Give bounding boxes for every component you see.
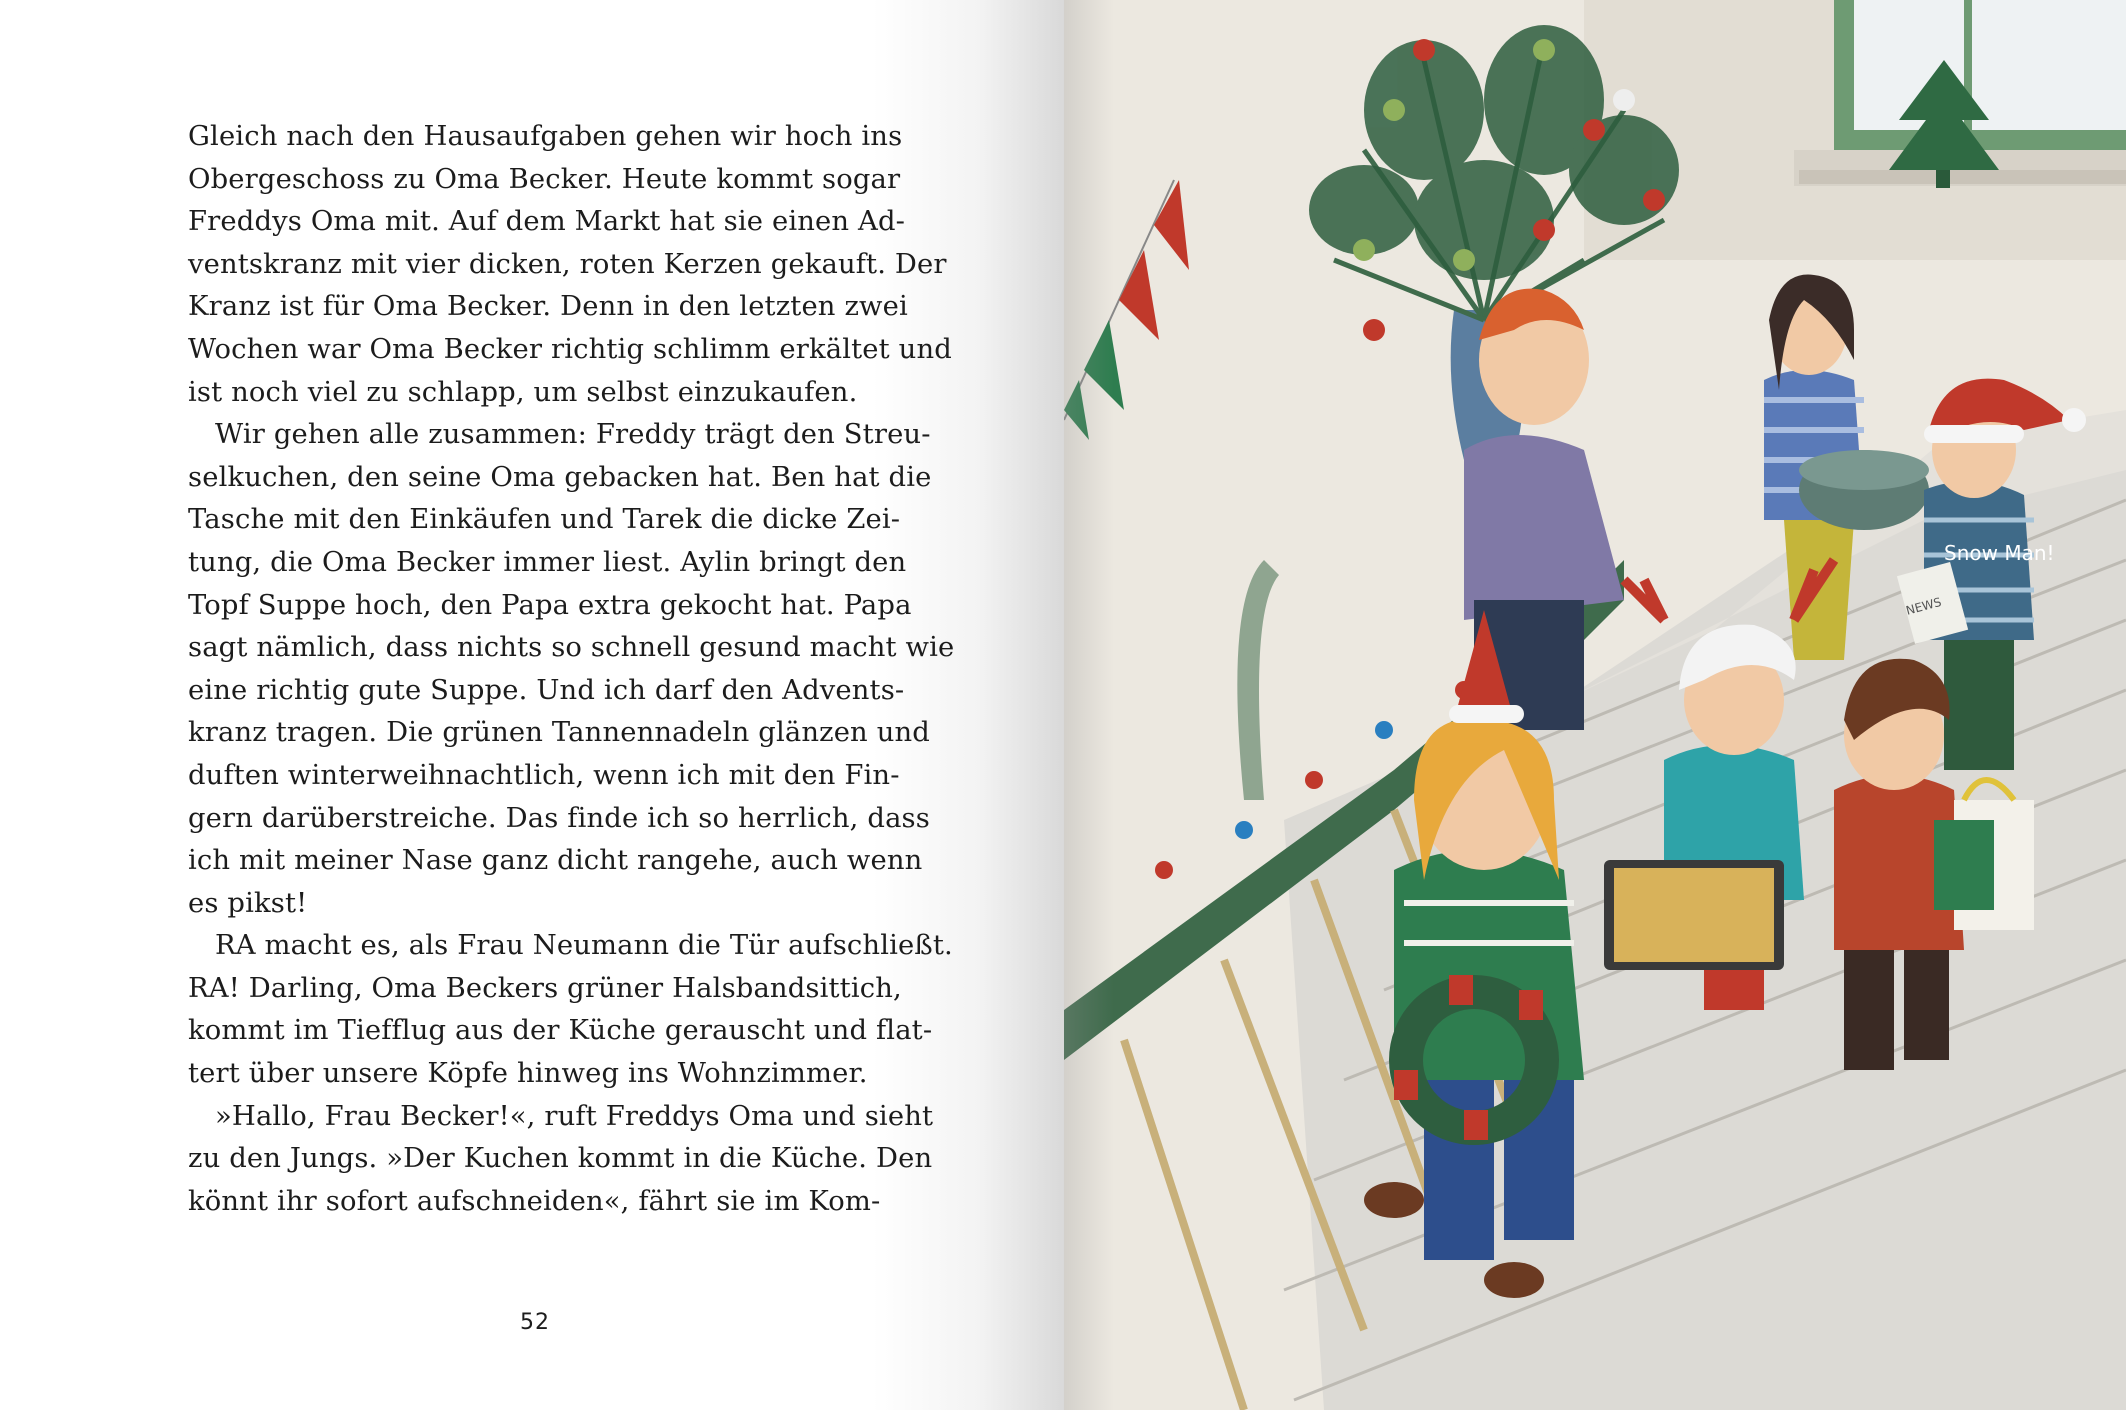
text-line: kommt im Tiefflug aus der Küche gerauscht und flat-: [188, 1015, 933, 1047]
text-line: duften winterweihnachtlich, wenn ich mit den Fin-: [188, 759, 900, 791]
text-line: Gleich nach den Hausaufgaben gehen wir hoch ins: [188, 121, 903, 152]
text-line: tung, die Oma Becker immer liest. Aylin bringt den: [188, 546, 907, 578]
text-line: es pikst!: [188, 887, 308, 919]
text-line: ich mit meiner Nase ganz dicht rangehe, auch wenn: [188, 845, 923, 877]
text-line: RA! Darling, Oma Beckers grüner Halsbandsittich,: [188, 972, 902, 1004]
text-line: tert über unsere Köpfe hinweg ins Wohnzimmer.: [188, 1058, 868, 1090]
text-line: zu den Jungs. »Der Kuchen kommt in die Küche. Den: [188, 1143, 933, 1175]
text-line: Obergeschoss zu Oma Becker. Heute kommt sogar: [188, 163, 901, 195]
text-line: Wochen war Oma Becker richtig schlimm erkältet und: [188, 333, 952, 365]
text-line: Wir gehen alle zusammen: Freddy trägt den Streu-: [215, 419, 931, 451]
text-line: sagt nämlich, dass nichts so schnell gesund macht wie: [188, 632, 955, 664]
text-line: ist noch viel zu schlapp, um selbst einzukaufen.: [188, 376, 858, 408]
text-line: »Hallo, Frau Becker!«, ruft Freddys Oma und sieht: [215, 1100, 934, 1132]
text-line: könnt ihr sofort aufschneiden«, fährt sie im Kom-: [188, 1185, 881, 1217]
text-line: Tasche mit den Einkäufen und Tarek die dicke Zei-: [188, 504, 901, 536]
page-number: 52: [520, 1310, 550, 1335]
text-line: Kranz ist für Oma Becker. Denn in den letzten zwei: [188, 291, 908, 323]
story-text: [188, 116, 955, 1223]
text-line: eine richtig gute Suppe. Und ich darf den Advents-: [188, 674, 905, 706]
text-line: ventskranz mit vier dicken, roten Kerzen gekauft. Der: [188, 248, 947, 280]
text-line: Topf Suppe hoch, den Papa extra gekocht hat. Papa: [188, 589, 912, 621]
sweater-text: Snow Man!: [1944, 541, 2055, 565]
text-line: selkuchen, den seine Oma gebacken hat. Ben hat die: [188, 461, 932, 493]
text-line: kranz tragen. Die grünen Tannennadeln glänzen und: [188, 717, 930, 749]
right-page: [1064, 0, 2126, 1410]
text-line: Freddys Oma mit. Auf dem Markt hat sie einen Ad-: [188, 206, 906, 238]
text-line: gern darüberstreiche. Das finde ich so herrlich, dass: [188, 802, 930, 834]
christmas-stairs-illustration: [1064, 0, 2126, 1410]
text-line: RA macht es, als Frau Neumann die Tür aufschließt.: [215, 930, 953, 962]
newspaper-text: NEWS: [1904, 594, 1943, 618]
